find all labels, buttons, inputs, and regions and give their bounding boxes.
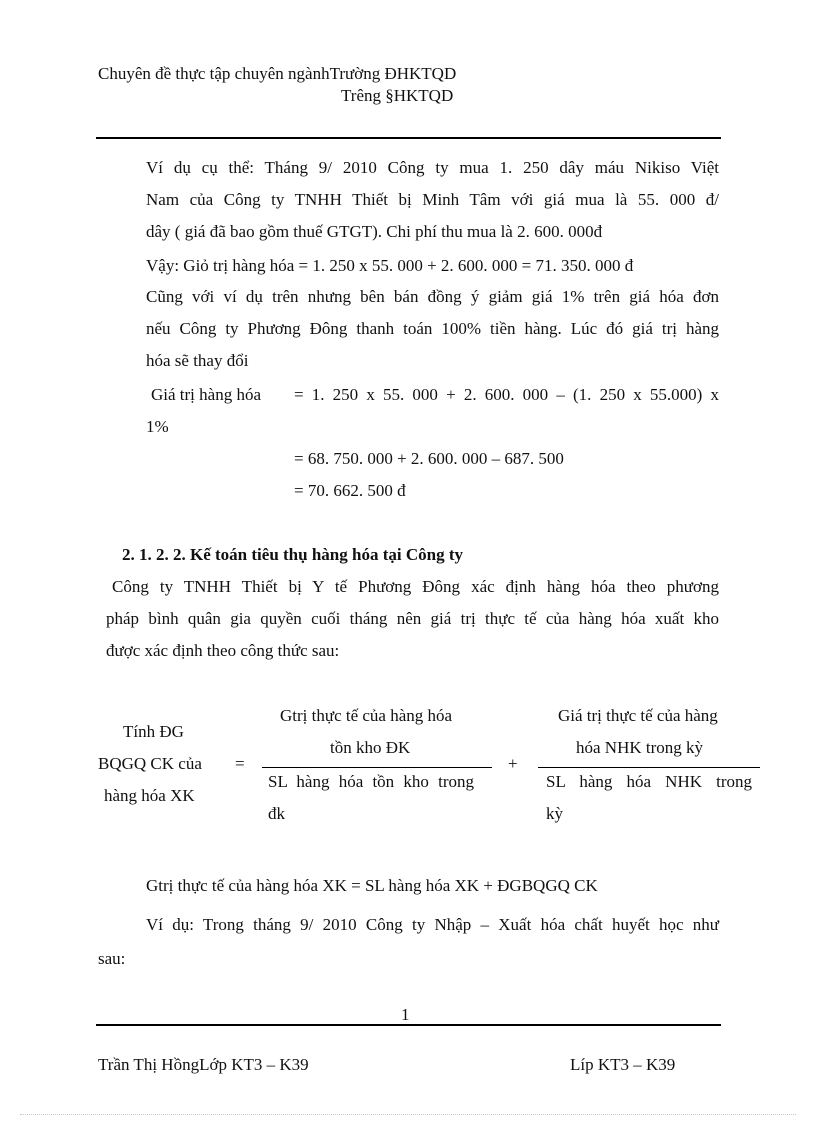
fraction-2-numerator-line-1: Giá trị thực tế của hàng: [558, 706, 718, 725]
page-bottom-dotted-border: [20, 1114, 796, 1115]
fraction-1-numerator-line-2: tồn kho ĐK: [330, 738, 411, 757]
discount-line-2: nếu Công ty Phương Đông thanh toán 100% tiền hàng. Lúc đó giá trị hàng: [146, 319, 719, 338]
example-intro-line-3: dây ( giá đã bao gồm thuế GTGT). Chi phí thu mua là 2. 600. 000đ: [146, 222, 603, 241]
page-number: 1: [401, 1005, 410, 1024]
discount-line-3: hóa sẽ thay đổi: [146, 351, 249, 370]
example2-line-2: sau:: [98, 949, 126, 968]
formula-equals: =: [235, 754, 245, 773]
example-intro-line-2: Nam của Công ty TNHH Thiết bị Minh Tâm với giá mua là 55. 000 đ/: [146, 190, 719, 209]
formula-lhs-line-3: hàng hóa XK: [104, 786, 195, 805]
formula-plus: +: [508, 754, 518, 773]
calc-label: Giá trị hàng hóa: [151, 385, 261, 404]
fraction-1-denominator-line-2: đk: [268, 804, 285, 823]
calc-line-1-cont: 1%: [146, 417, 169, 436]
footer-author-class: Trần Thị HồngLớp KT3 – K39: [98, 1055, 309, 1074]
fraction-2-numerator-line-2: hóa NHK trong kỳ: [576, 738, 704, 757]
section-heading: 2. 1. 2. 2. Kế toán tiêu thụ hàng hóa tại Công ty: [122, 545, 463, 564]
method-line-2: pháp bình quân gia quyền cuối tháng nên giá trị thực tế của hàng hóa xuất kho: [106, 609, 719, 628]
discount-line-1: Cũng với ví dụ trên nhưng bên bán đồng ý giảm giá 1% trên giá hóa đơn: [146, 287, 719, 306]
header-subtitle: Trêng §HKTQD: [341, 86, 454, 105]
header-rule: [96, 137, 721, 139]
fraction-2-denominator-line-2: kỳ: [546, 804, 563, 823]
formula-lhs-line-1: Tính ĐG: [123, 722, 184, 741]
footer-rule: [96, 1024, 721, 1026]
calc-line-3: = 70. 662. 500 đ: [294, 481, 406, 500]
formula-lhs-line-2: BQGQ CK của: [98, 754, 202, 773]
header-title: Chuyên đề thực tập chuyên ngànhTrường ĐHKTQD: [98, 64, 457, 83]
method-line-3: được xác định theo công thức sau:: [106, 641, 340, 660]
method-line-1: Công ty TNHH Thiết bị Y tế Phương Đông xác định hàng hóa theo phương: [112, 577, 719, 596]
xk-formula-line: Gtrị thực tế của hàng hóa XK = SL hàng hóa XK + ĐGBQGQ CK: [146, 876, 598, 895]
calc-line-1: = 1. 250 x 55. 000 + 2. 600. 000 – (1. 250 x 55.000) x: [294, 385, 719, 404]
example-intro-line-1: Ví dụ cụ thể: Tháng 9/ 2010 Công ty mua 1. 250 dây máu Nikiso Việt: [146, 158, 719, 177]
value-line: Vậy: Giỏ trị hàng hóa = 1. 250 x 55. 000 + 2. 600. 000 = 71. 350. 000 đ: [146, 256, 634, 275]
footer-class-code: Líp KT3 – K39: [570, 1055, 676, 1074]
example2-line-1: Ví dụ: Trong tháng 9/ 2010 Công ty Nhập – Xuất hóa chất huyết học như: [146, 915, 719, 934]
fraction-2-denominator-line-1: SL hàng hóa NHK trong: [546, 772, 752, 791]
fraction-1-bar: [262, 767, 492, 768]
fraction-1-numerator-line-1: Gtrị thực tế của hàng hóa: [280, 706, 453, 725]
fraction-1-denominator-line-1: SL hàng hóa tồn kho trong: [268, 772, 474, 791]
fraction-2-bar: [538, 767, 760, 768]
calc-line-2: = 68. 750. 000 + 2. 600. 000 – 687. 500: [294, 449, 564, 468]
